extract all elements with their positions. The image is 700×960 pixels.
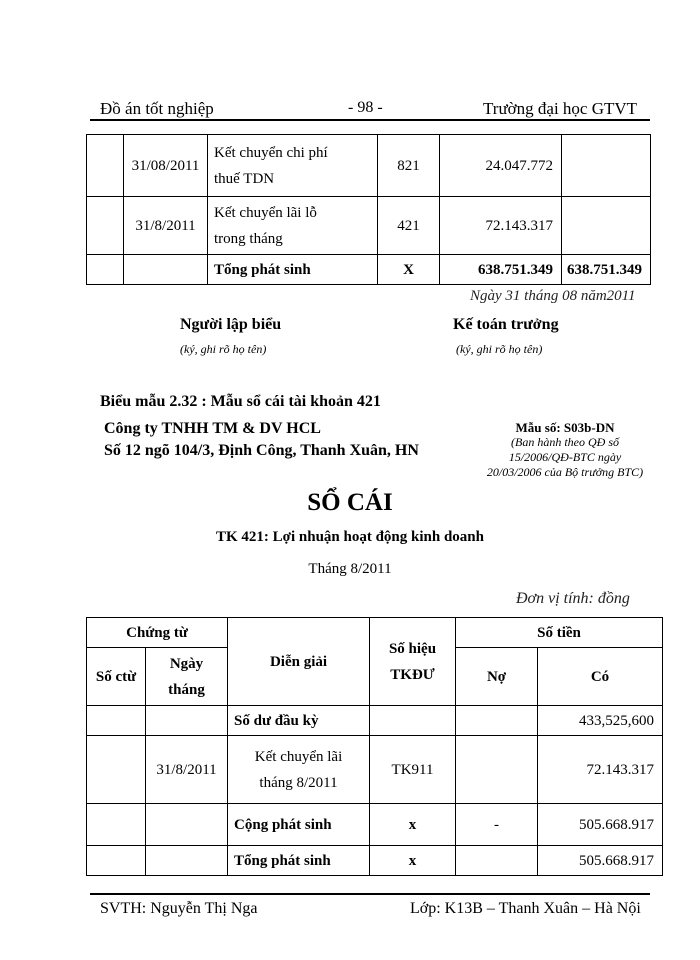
- preparer-title: Người lập biểu: [180, 316, 282, 333]
- total-label: Tổng phát sinh: [208, 255, 378, 285]
- cell-date: [146, 706, 228, 736]
- company-address: Số 12 ngõ 104/3, Định Công, Thanh Xuân, HN: [104, 442, 419, 459]
- total-row: [87, 846, 663, 876]
- cell-no: [87, 846, 146, 876]
- total-credit: 638.751.349: [562, 255, 651, 285]
- voucher-header: Chứng từ: [87, 618, 228, 648]
- cell-credit: [562, 197, 651, 255]
- cell-no: [87, 135, 124, 197]
- voucher-no-header: Số ctừ: [87, 648, 146, 706]
- ledger-unit: Đơn vị tính: đồng: [516, 590, 630, 607]
- cell-date: 31/08/2011: [124, 135, 208, 197]
- cell-credit: 505.668.917: [538, 804, 663, 846]
- cell-no: [87, 736, 146, 804]
- cell-date: 31/8/2011: [124, 197, 208, 255]
- desc-line: tháng 8/2011: [259, 774, 338, 791]
- desc-line: Kết chuyển chi phí: [214, 144, 328, 161]
- form-note-line: 20/03/2006 của Bộ trưởng BTC): [486, 465, 644, 479]
- cell-credit: 72.143.317: [538, 736, 663, 804]
- debit-header: Nợ: [456, 648, 538, 706]
- desc-line: Kết chuyển lãi lỗ: [214, 204, 317, 221]
- cell-debit: [456, 846, 538, 876]
- cell-debit: 72.143.317: [440, 197, 562, 255]
- form-note-line: 15/2006/QĐ-BTC ngày: [508, 450, 622, 464]
- table-row: [87, 197, 651, 255]
- cell-credit: 505.668.917: [538, 846, 663, 876]
- credit-header: Có: [538, 648, 663, 706]
- cell-date: [146, 804, 228, 846]
- page-number: - 98 -: [348, 99, 383, 116]
- cell-no: [87, 255, 124, 285]
- account-header: [370, 618, 456, 706]
- cell-credit: [562, 135, 651, 197]
- cell-account: x: [370, 804, 456, 846]
- desc-line: thuế TDN: [214, 170, 275, 187]
- header-row: [87, 618, 663, 648]
- header-right: Trường đại học GTVT: [483, 99, 638, 118]
- ledger-table: [86, 617, 663, 876]
- table-row: [87, 804, 663, 846]
- header-rule: [90, 119, 650, 121]
- amount-header: Số tiền: [456, 618, 663, 648]
- ledger-title: SỔ CÁI: [307, 489, 393, 516]
- total-debit: 638.751.349: [440, 255, 562, 285]
- cell-date: 31/8/2011: [146, 736, 228, 804]
- cell-account: TK911: [370, 736, 456, 804]
- cell-credit: 433,525,600: [538, 706, 663, 736]
- header-left: Đồ án tốt nghiệp: [100, 99, 214, 118]
- voucher-date-line: tháng: [168, 681, 205, 698]
- account-header-line: TKĐƯ: [390, 666, 435, 683]
- form-info: [465, 420, 665, 480]
- total-row: [87, 255, 651, 285]
- footer-left: SVTH: Nguyễn Thị Nga: [100, 900, 258, 917]
- table-row: [87, 736, 663, 804]
- sign-date: Ngày 31 tháng 08 năm2011: [470, 288, 636, 304]
- preparer-note: (ký, ghi rõ họ tên): [180, 342, 267, 356]
- footer-right: Lớp: K13B – Thanh Xuân – Hà Nội: [410, 900, 641, 917]
- form-code: Mẫu số: S03b-DN: [515, 420, 615, 435]
- footer-rule: [90, 893, 650, 895]
- form-caption: Biểu mẫu 2.32 : Mẫu sổ cái tài khoản 421: [100, 393, 381, 410]
- account-header-line: Số hiệu: [388, 640, 437, 657]
- cell-no: [87, 706, 146, 736]
- ledger-month: Tháng 8/2011: [308, 561, 392, 577]
- cell-account: [370, 706, 456, 736]
- cell-account: x: [370, 846, 456, 876]
- cell-desc: Tổng phát sinh: [228, 846, 370, 876]
- cell-date: [124, 255, 208, 285]
- desc-line: Kết chuyển lãi: [254, 748, 343, 765]
- cell-account: 421: [378, 197, 440, 255]
- form-note-line: (Ban hành theo QĐ số: [511, 435, 619, 449]
- cell-desc: [208, 197, 378, 255]
- voucher-date-line: Ngày: [169, 655, 204, 672]
- cell-desc: [228, 736, 370, 804]
- continuation-table: [86, 134, 651, 285]
- cell-account: 821: [378, 135, 440, 197]
- cell-no: [87, 197, 124, 255]
- accountant-title: Kế toán trưởng: [453, 316, 559, 333]
- cell-desc: [208, 135, 378, 197]
- cell-debit: [456, 706, 538, 736]
- table-row: [87, 135, 651, 197]
- cell-no: [87, 804, 146, 846]
- desc-header: Diễn giải: [228, 618, 370, 706]
- cell-desc: Số dư đầu kỳ: [228, 706, 370, 736]
- cell-desc: Cộng phát sinh: [228, 804, 370, 846]
- desc-line: trong tháng: [214, 230, 283, 247]
- cell-debit: [456, 736, 538, 804]
- cell-date: [146, 846, 228, 876]
- total-account: X: [378, 255, 440, 285]
- ledger-account: TK 421: Lợi nhuận hoạt động kinh doanh: [215, 529, 484, 545]
- cell-debit: -: [456, 804, 538, 846]
- voucher-date-header: [146, 648, 228, 706]
- table-row: [87, 706, 663, 736]
- cell-debit: 24.047.772: [440, 135, 562, 197]
- company-name: Công ty TNHH TM & DV HCL: [104, 420, 321, 437]
- accountant-note: (ký, ghi rõ họ tên): [456, 342, 543, 356]
